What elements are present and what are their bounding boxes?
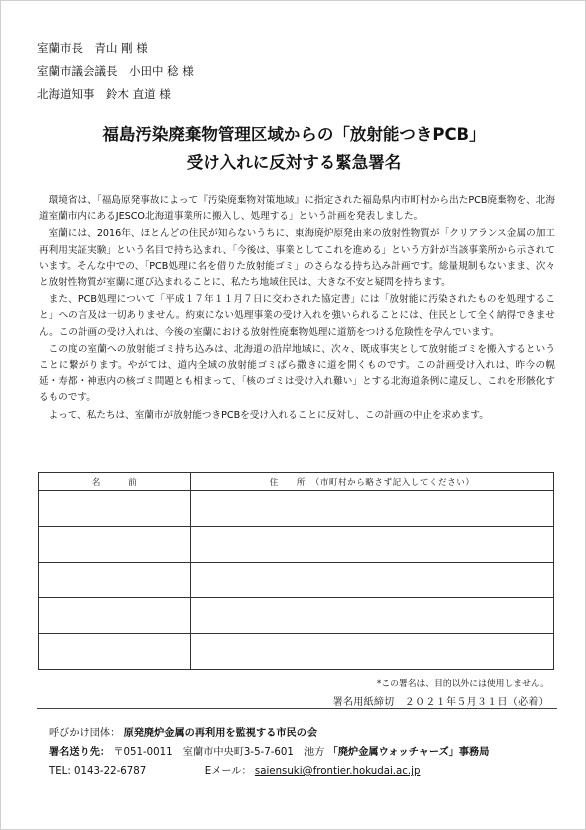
signature-table xyxy=(38,472,554,670)
addressee-governor: 北海道知事 鈴木 直道 様 xyxy=(37,87,171,101)
usage-note: *この署名は、目的以外には使用しません。 xyxy=(376,679,549,689)
name-cell[interactable] xyxy=(39,491,191,527)
address-cell[interactable] xyxy=(191,491,554,527)
office-name: 「廃炉金属ウォッチャーズ」事務局 xyxy=(327,747,490,758)
table-row xyxy=(39,491,554,527)
name-cell[interactable] xyxy=(39,562,191,598)
phone-number: TEL: 0143-22-6787 xyxy=(49,766,147,777)
name-cell[interactable] xyxy=(39,598,191,634)
address-cell[interactable] xyxy=(191,526,554,562)
caller-label: 呼びかけ団体： xyxy=(49,728,121,739)
signature-table-header xyxy=(39,473,554,491)
addressee-council-chair: 室蘭市議会議長 小田中 稔 様 xyxy=(37,64,194,78)
name-cell[interactable] xyxy=(39,634,191,670)
contact-footer xyxy=(49,724,489,781)
caller-row xyxy=(49,724,489,743)
send-row xyxy=(49,743,489,762)
email-link[interactable]: saiensuki@frontier.hokudai.ac.jp xyxy=(254,766,421,777)
body-paragraph: また、PCB処理について「平成１７年１１月７日に交わされた協定書」には「放射能に汚染されたものを処理すること」への言及は一切ありません。約束にない処理事業の受け入れを強いられることには、住民として全く納得できません。この計画の受け入れは、今後の室蘭における放射性廃棄物処理に道筋をつける危険性を孕んでいます。 xyxy=(39,294,555,338)
petition-body xyxy=(39,193,555,425)
signature-rows xyxy=(39,491,554,670)
table-row xyxy=(39,562,554,598)
table-row xyxy=(39,526,554,562)
address-cell[interactable] xyxy=(191,562,554,598)
document-title-line2: 受け入れに反対する緊急署名 xyxy=(186,153,402,172)
email-label: Eメール： xyxy=(204,766,252,777)
postal-address: 〒051-0011 室蘭市中央町3-5-7-601 池方 xyxy=(113,747,325,758)
submission-deadline: 署名用紙締切 ２０２１年５月３１日（必着） xyxy=(332,697,549,708)
document-title-line1: 福島汚染廃棄物管理区域からの「放射能つきPCB」 xyxy=(102,125,486,144)
body-paragraph: 室蘭には、2016年、ほとんどの住民が知らないうちに、東海廃炉原発由来の放射性物質が「クリアランス金属の加工再利用実証実験」という名目で持ち込まれ、「今後は、事業としてこれを進める」という方針が当該事業所から示されています。そんな中での、「PCB処理に名を借りた放射能ゴミ」のさらなる持ち込み計画です。総量規制もないまま、次々と放射性物質が室蘭に運び込まれることに、私たち地域住民は、大きな不安と疑問を持ちます。 xyxy=(39,228,555,289)
address-cell[interactable] xyxy=(191,634,554,670)
name-column-header: 名 前 xyxy=(39,473,191,491)
body-paragraph: 環境省は、「福島原発事故によって『汚染廃棄物対策地域』に指定された福島県内市町村から出たPCB廃棄物を、北海道室蘭市内にあるJESCO北海道事業所に搬入し、処理する」という計画を発表しました。 xyxy=(39,195,555,223)
table-row xyxy=(39,634,554,670)
caller-name: 原発廃炉金属の再利用を監視する市民の会 xyxy=(123,728,318,739)
body-paragraph: よって、私たちは、室蘭市が放射能つきPCBを受け入れることに反対し、この計画の中止を求めます。 xyxy=(48,409,489,421)
address-cell[interactable] xyxy=(191,598,554,634)
address-column-header: 住 所 （市町村から略さず記入してください） xyxy=(191,473,554,491)
body-paragraph: この度の室蘭への放射能ゴミ持ち込みは、北海道の沿岸地域に、次々、既成事実として放射能ゴミを搬入するということに繋がります。やがては、道内全域の放射能ゴミばら撒きに道を開くものです。この計画受け入れは、昨今の幌延・寿都・神恵内の核ゴミ問題とも相まって、「核のゴミは受け入れ難い」とする北海道条例に違反し、これを形骸化するものです。 xyxy=(39,343,555,404)
table-row xyxy=(39,598,554,634)
contact-row xyxy=(49,762,489,781)
send-label: 署名送り先： xyxy=(49,747,111,758)
addressee-mayor: 室蘭市長 青山 剛 様 xyxy=(37,41,148,55)
deadline-divider xyxy=(37,708,557,709)
name-cell[interactable] xyxy=(39,526,191,562)
addressee-list xyxy=(37,37,194,106)
